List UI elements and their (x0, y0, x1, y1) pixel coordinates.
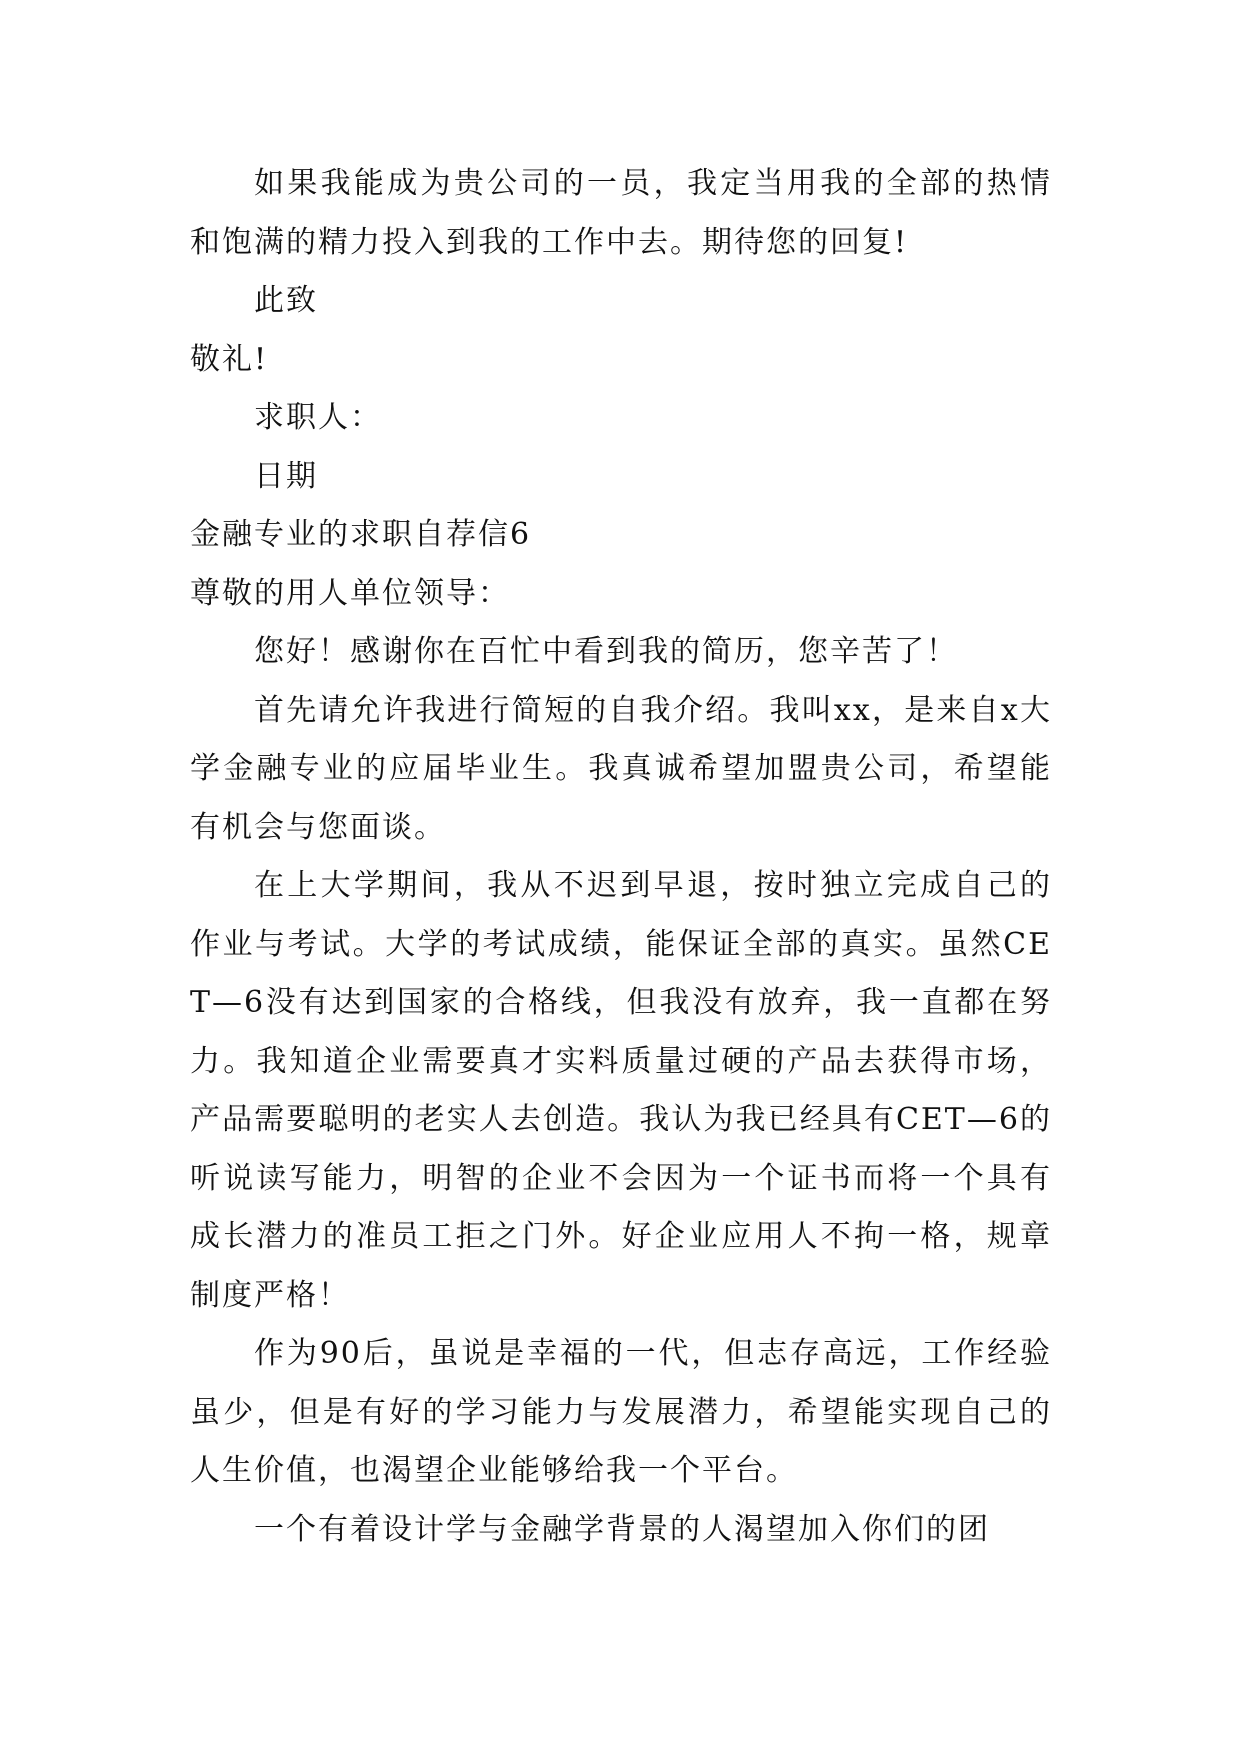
applicant-signature: 求职人： (254, 400, 382, 435)
date-line: 日期 (254, 458, 318, 494)
generation-paragraph: 作为90后，虽说是幸福的一代，但志存高远，工作经验虽少，但是有好的学习能力与发展潜力，希望能实现自己的人生价值，也渴望企业能够给我一个平台。 (190, 1336, 1052, 1488)
background-paragraph: 一个有着设计学与金融学背景的人渴望加入你们的团 (254, 1511, 990, 1547)
greeting-line: 尊敬的用人单位领导： (190, 575, 510, 611)
salutation-regards: 敬礼! (190, 341, 269, 377)
opening-paragraph: 您好！感谢你在百忙中看到我的简历，您辛苦了！ (254, 634, 958, 669)
salutation-closing: 此致 (254, 283, 318, 318)
university-paragraph: 在上大学期间，我从不迟到早退，按时独立完成自己的作业与考试。大学的考试成绩，能保证全部的真实。虽然CET—6没有达到国家的合格线，但我没有放弃，我一直都在努力。我知道企业需要真才实料质量过硬的产品去获得市场，产品需要聪明的老实人去创造。我认为我已经具有CET—6的听说读写能力，明智的企业不会因为一个证书而将一个具有成长潜力的准员工拒之门外。好企业应用人不拘一格，规章制度严格！ (190, 868, 1052, 1313)
section-title: 金融专业的求职自荐信6 (190, 517, 532, 552)
closing-paragraph: 如果我能成为贵公司的一员，我定当用我的全部的热情和饱满的精力投入到我的工作中去。期待您的回复! (190, 166, 1052, 260)
introduction-paragraph: 首先请允许我进行简短的自我介绍。我叫xx，是来自x大学金融专业的应届毕业生。我真诚希望加盟贵公司，希望能有机会与您面谈。 (190, 692, 1052, 845)
letter-body (190, 155, 1052, 1559)
